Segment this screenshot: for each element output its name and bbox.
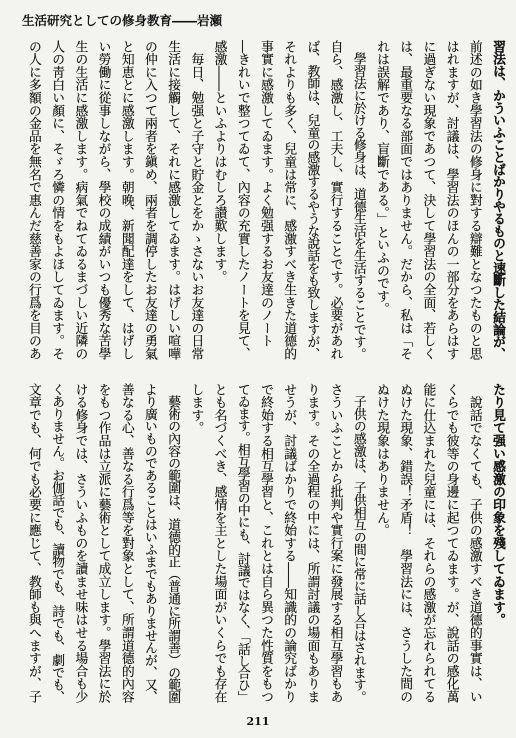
text-column: とも名づくべき、感情を主とした場面がいくらでも存在 (211, 383, 227, 703)
text-column: 生活に接觸して、それに感激してゐます。はげしい喧嘩 (165, 40, 181, 360)
text-column: 說話でなくても、子供の感激すべき道德的事實は、い (466, 383, 482, 703)
text-column: します。 (188, 383, 204, 435)
text-column: くらでも彼等の身邊に起つてゐます。が、說話の感化萬 (443, 383, 459, 703)
text-column: ける修身では、さういふものを讀ませ味はせる場合も少 (72, 383, 88, 703)
text-column: 善なる心、善なる行爲等を對象として、所謂道德的內容 (118, 383, 134, 703)
upper-text-block (21, 40, 509, 362)
page-number: 211 (246, 715, 270, 728)
text-column: をもつ作品は立派に藝術として成立します。學習法に於 (95, 383, 111, 703)
text-column: い勞働に從事しながら、學校の成績がいつも優秀な苦學 (95, 40, 111, 360)
text-column: と知恵とに感激します。朝晚、新聞配達をして、はげし (118, 40, 134, 360)
text-column: 感激――といふよりはむしろ讃歎します。 (211, 40, 227, 284)
text-column: は、最重要なる部面ではありません。だから、私は「そ (397, 40, 413, 360)
text-column: さういふことから批判や實行案に發展する相互學習もあ (327, 383, 343, 703)
text-column: それよりも多く、兒童は常に、感激すべき生きた道德的 (281, 40, 297, 360)
text-column: 文章でも、何でも必要に應じて、教師も與へますが、子 (25, 383, 41, 703)
text-column: ります。その全過程の中には、所謂討議の場面もありま (304, 383, 320, 703)
lower-text-block (21, 383, 509, 705)
text-column: ―きれいで整つてゐて、內容の充實したノートを見て、 (234, 40, 250, 360)
text-column: 能に仕込まれた兒童には、それらの感激が忘れられてる (420, 383, 436, 703)
text-column: 前述の如き學習法の修身に對する辯難となつたものと思 (466, 40, 482, 360)
text-column: てゐます。相互學習の中にも、討議ではなく、「話し合ひ」 (234, 383, 250, 703)
text-column: 自ら、感激し、工夫し、實行することです。必要があれ (327, 40, 343, 360)
text-column: はれますが、討議は、學習法のほんの一部分をあらはす (443, 40, 459, 360)
text-column: せうが、討議ばかりで終始する――知識的の論究ばかり (281, 383, 297, 703)
text-column: たり見て强い感激の印象を殘してゐます。 (490, 383, 505, 627)
text-column: ぬけた現象、錯誤！矛盾！ 學習法には、さうした間の (397, 383, 413, 703)
text-column: 生の生活に感激します。病氣でねてゐるまづしい近隣の (72, 40, 88, 360)
text-column: に過ぎない現象であつて、決して學習法の全面、若しく (420, 40, 436, 360)
text-column: 藝術の內容の範圍は、道德的正（普通に所謂善）の範圍 (165, 383, 181, 703)
text-column: より廣いものであることはいふまでもありませんが、又、 (141, 383, 157, 703)
text-column: ぬけた現象はありません。 (373, 383, 389, 537)
text-column: 學習法に於ける修身は、道德生活を生活することです。 (350, 40, 366, 360)
text-column: で終始する相互學習と、これとは自ら異つた性質をもつ (257, 383, 273, 703)
running-header: 生活研究としての修身教育――岩瀬 (22, 13, 223, 28)
text-column: の仲に入つて兩者を鎭め、兩者を調停したお友達の勇氣 (141, 40, 157, 360)
text-column: くありません。お伽話でも、讀物でも、詩でも、劇でも、 (49, 383, 65, 703)
text-column: 毎日、勉强と子守と貯金とをかゝさないお友達の日常 (188, 40, 204, 360)
text-column: 人の靑白い顏に、そゞろ憐の情をもよほしてゐます。そ (49, 40, 65, 360)
text-column: 子供の感激は、子供相互の間に常に話し合はされます。 (350, 383, 366, 703)
text-column: ば、教師は、兒童の感激するやうな說話をも致しますが、 (304, 40, 320, 360)
text-column: 事實に感激してゐます。よく勉强するお友達のノート (257, 40, 273, 348)
text-column: 習法は、かういふことばかりやるものと速斷した結論が、 (490, 40, 505, 360)
text-column: れは誤解であり、盲斷である。」といふのです。 (373, 40, 389, 316)
text-column: の人に多額の金品を無名で惠んだ慈善家の行爲を目のあ (25, 40, 41, 360)
